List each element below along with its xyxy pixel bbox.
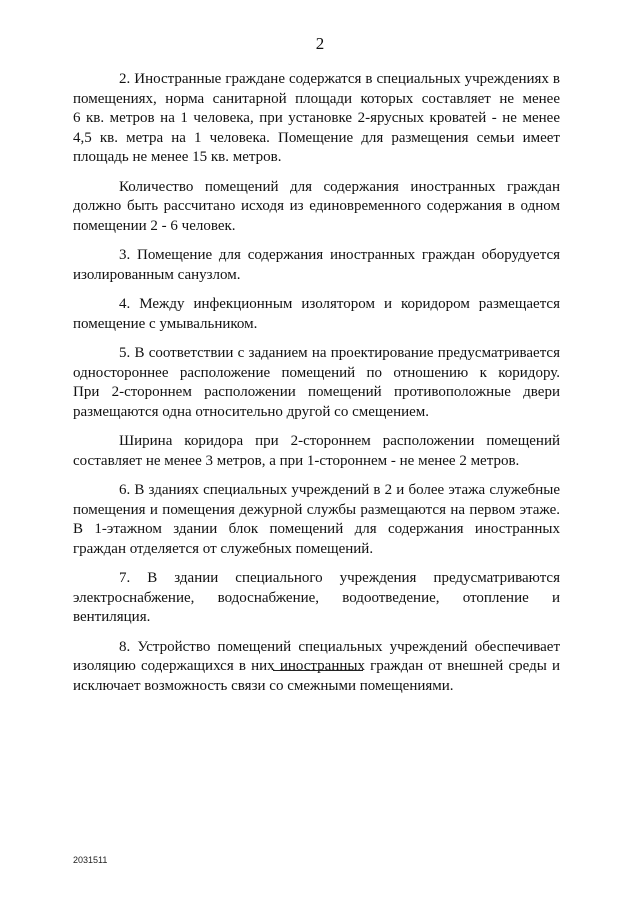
paragraph-line: 4,5 кв. метра на 1 человека. Помещение для размещения семьи имеет [73,129,560,146]
paragraph-line: 6. В зданиях специальных учреждений в 2 и более этажа служебные [119,482,560,498]
paragraph-line: помещения и помещения дежурной службы размещаются на первом этаже. [73,501,560,518]
paragraph [73,246,560,285]
paragraph-line: составляет не менее 3 метров, а при 1-стороннем - не менее 2 метров. [73,452,520,469]
paragraph-line: изолированным санузлом. [73,266,241,283]
paragraph-line: 6 кв. метров на 1 человека, при установке 2-ярусных кроватей - не менее [73,110,560,126]
page-number: 2 [315,34,325,53]
paragraph-line: размещаются одна относительно другой со смещением. [73,403,430,420]
paragraph-line: одностороннее расположение помещений по отношению к коридору. [73,364,560,381]
paragraph-line: должно быть рассчитано исходя из единовременного содержания в одном [73,198,560,214]
paragraph-line: граждан отделяется от служебных помещений. [73,540,374,557]
paragraph-line: исключает возможность связи со смежными помещениями. [73,677,454,694]
paragraph-line: Ширина коридора при 2-стороннем расположении помещений [119,433,560,449]
paragraph-line: площадь не менее 15 кв. метров. [73,149,282,165]
paragraph [73,432,560,471]
paragraph [73,178,560,237]
paragraph-line: 8. Устройство помещений специальных учреждений обеспечивает [119,638,560,655]
paragraph-line: изоляцию содержащихся в них иностранных граждан от внешней среды и [73,658,560,674]
document-body [73,70,560,706]
paragraph-line: 2. Иностранные граждане содержатся в специальных учреждениях в [119,71,560,87]
document-code: 2031511 [73,855,108,865]
paragraph [73,344,560,422]
paragraph [73,569,560,628]
paragraph-line: Количество помещений для содержания иностранных граждан [119,178,560,195]
paragraph-line: вентиляция. [73,609,151,625]
paragraph [73,70,560,168]
paragraph-line: При 2-стороннем расположении помещений противоположные двери [73,384,560,400]
paragraph-line: В 1-этажном здании блок помещений для содержания иностранных [73,521,560,537]
paragraph-line: 7. В здании специального учреждения предусматриваются [119,570,560,586]
paragraph-line: 5. В соответствии с заданием на проектирование предусматривается [119,345,560,361]
paragraph-line: помещениях, норма санитарной площади которых составляет не менее [73,90,560,107]
paragraph-line: помещении 2 - 6 человек. [73,217,236,234]
paragraph-line: 4. Между инфекционным изолятором и коридором размещается [119,296,560,312]
end-divider [273,670,363,671]
paragraph [73,481,560,559]
paragraph-line: помещение с умывальником. [73,315,258,332]
paragraph [73,295,560,334]
paragraph [73,638,560,697]
paragraph-line: 3. Помещение для содержания иностранных граждан оборудуется [119,247,560,263]
paragraph-line: электроснабжение, водоснабжение, водоотведение, отопление и [73,589,560,606]
